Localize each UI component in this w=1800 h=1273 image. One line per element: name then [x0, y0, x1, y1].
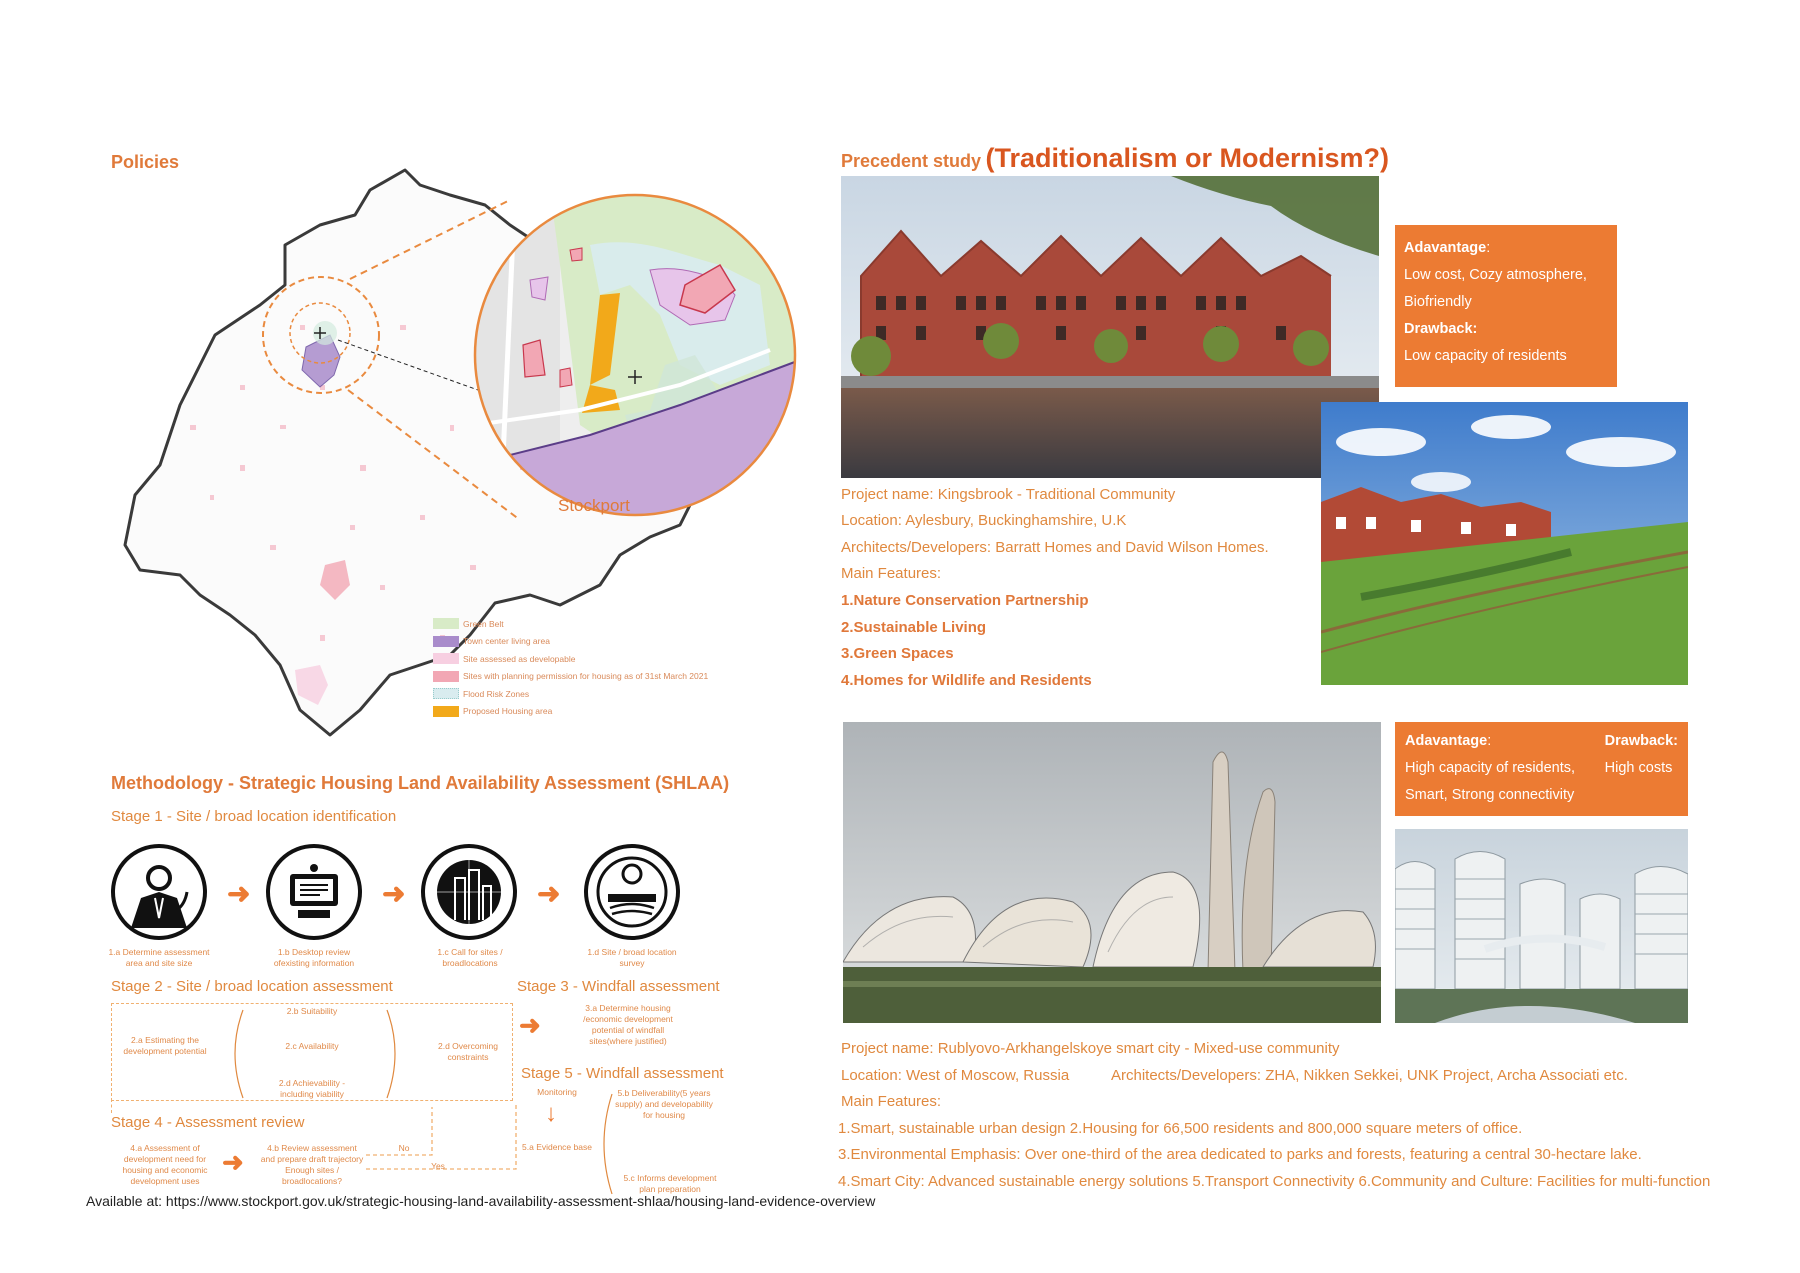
stage2-item-c: 2.c Availability [285, 1041, 339, 1051]
stage5-informs: 5.c Informs development plan preparation [623, 1173, 717, 1194]
rublyovo-skyline-photo [843, 722, 1381, 1023]
rublyovo-name: Project name: Rublyovo-Arkhangelskoye smart city - Mixed-use community [841, 1040, 1340, 1057]
stage2-item-e: 2.d Overcoming constraints [438, 1041, 498, 1062]
legend-swatch [433, 618, 459, 629]
rublyovo-adv-text-1: High capacity of residents, [1405, 760, 1576, 776]
legend-swatch [433, 653, 459, 664]
stage5-deliverability: 5.b Deliverability(5 years supply) and developability for housing [615, 1088, 713, 1120]
stage5-monitoring: Monitoring [537, 1087, 577, 1097]
arrow-right-icon: ➜ [519, 1010, 541, 1040]
arrow-right-icon: ➜ [537, 878, 561, 909]
kingsbrook-houses-photo [1321, 402, 1688, 685]
policies-title: Policies [111, 152, 180, 172]
stage2-item-a: 2.a Estimating the development potential [123, 1035, 207, 1056]
precedent-title-small: Precedent study [841, 151, 982, 171]
stage1-heading: Stage 1 - Site / broad location identification [111, 808, 397, 825]
stage3-item: 3.a Determine housing /economic development potential of windfall sites(where justified) [583, 1003, 673, 1046]
methodology-title: Methodology - Strategic Housing Land Availability Assessment (SHLAA) [111, 773, 730, 793]
determine-area-icon [111, 844, 207, 940]
kingsbrook-draw-label: Drawback: [1404, 321, 1478, 337]
legend-item: Town center living area [433, 633, 753, 651]
arrow-right-icon: ➜ [222, 1147, 244, 1177]
rublyovo-feature: 1.Smart, sustainable urban design 2.Housing for 66,500 residents and 800,000 square meters of office. [838, 1120, 1523, 1137]
stage3-heading: Stage 3 - Windfall assessment [517, 978, 720, 995]
desktop-review-icon [266, 844, 362, 940]
stage5-heading: Stage 5 - Windfall assessment [521, 1065, 724, 1082]
rublyovo-feature: 4.Smart City: Advanced sustainable energy solutions 5.Transport Connectivity 6.Community and Culture: Facilities for multi-function [838, 1173, 1711, 1190]
stage2-item-b: 2.b Suitability [286, 1006, 338, 1016]
legend-item: Site assessed as developable [433, 650, 753, 668]
kingsbrook-adv-text: Low cost, Cozy atmosphere, Biofriendly [1404, 267, 1587, 310]
arrow-right-icon: ➜ [382, 878, 406, 909]
legend-swatch [433, 688, 459, 699]
arrow-down-icon: ↓ [545, 1100, 557, 1127]
rublyovo-adv-text-2: Smart, Strong connectivity [1405, 787, 1575, 803]
rublyovo-adv-label: Adavantage [1405, 733, 1488, 749]
stage4-no: No [398, 1143, 410, 1153]
stage1-item-c: 1.c Call for sites / broadlocations [437, 947, 503, 968]
map-legend [433, 615, 753, 720]
stage1-item-a: 1.a Determine assessment area and site size [108, 947, 210, 968]
stage5-evidence: 5.a Evidence base [522, 1142, 592, 1152]
stage2-heading: Stage 2 - Site / broad location assessment [111, 978, 393, 995]
rublyovo-pros-cons-box: Adavantage: High capacity of residents, Smart, Strong connectivity Drawback: High costs [1395, 722, 1688, 816]
stage4-heading: Stage 4 - Assessment review [111, 1114, 305, 1131]
rublyovo-features-label: Main Features: [841, 1093, 942, 1110]
precedent-title-large: (Traditionalism or Modernism?) [985, 143, 1390, 173]
call-for-sites-icon [421, 844, 517, 940]
rublyovo-feature: 3.Environmental Emphasis: Over one-third of the area dedicated to parks and forests, featuring a central 30-hectare lake. [838, 1146, 1642, 1163]
legend-swatch [433, 706, 459, 717]
stage4-yes: Yes [431, 1161, 445, 1171]
kingsbrook-feature: 3.Green Spaces [841, 645, 954, 662]
stage4-item-b: 4.b Review assessment and prepare draft trajectory Enough sites / broadlocations? [260, 1143, 364, 1186]
stage1-item-b: 1.b Desktop review ofexisting information [273, 947, 355, 968]
kingsbrook-draw-text: Low capacity of residents [1404, 348, 1567, 364]
legend-item: Flood Risk Zones [433, 685, 753, 703]
legend-item: Proposed Housing area [433, 703, 753, 721]
site-survey-icon [584, 844, 680, 940]
kingsbrook-feature: 1.Nature Conservation Partnership [841, 592, 1089, 609]
kingsbrook-riverside-photo [841, 176, 1379, 478]
kingsbrook-name: Project name: Kingsbrook - Traditional Community [841, 486, 1176, 503]
stage4-item-a: 4.a Assessment of development need for housing and economic development uses [122, 1143, 208, 1186]
kingsbrook-architects: Architects/Developers: Barratt Homes and David Wilson Homes. [841, 539, 1269, 556]
rublyovo-draw-label: Drawback: [1604, 733, 1678, 749]
source-link[interactable]: Available at: https://www.stockport.gov.uk/strategic-housing-land-availability-assessment-shlaa/housing-land-evidence-overview [86, 1193, 876, 1209]
kingsbrook-feature: 2.Sustainable Living [841, 619, 987, 636]
stage2-item-d: 2.d Achievability - including viability [278, 1078, 346, 1099]
kingsbrook-pros-cons-box: Adavantage: Low cost, Cozy atmosphere, Biofriendly Drawback: Low capacity of residents [1395, 225, 1617, 387]
legend-item: Sites with planning permission for housing as of 31st March 2021 [433, 668, 753, 686]
precedent-title [841, 143, 1389, 174]
rublyovo-draw-text: High costs [1604, 760, 1673, 776]
rublyovo-location: Location: West of Moscow, Russia [841, 1067, 1070, 1084]
legend-swatch [433, 671, 459, 682]
map-label-stockport: Stockport [558, 496, 630, 515]
rublyovo-street-photo [1395, 829, 1688, 1023]
stage4-connector [111, 1099, 112, 1113]
kingsbrook-location: Location: Aylesbury, Buckinghamshire, U.K [841, 512, 1127, 529]
legend-swatch [433, 636, 459, 647]
kingsbrook-adv-label: Adavantage [1404, 240, 1487, 256]
stage1-item-d: 1.d Site / broad location survey [587, 947, 677, 968]
arrow-right-icon: ➜ [227, 878, 251, 909]
kingsbrook-feature: 4.Homes for Wildlife and Residents [841, 672, 1092, 689]
rublyovo-architects: Architects/Developers: ZHA, Nikken Sekkei, UNK Project, Archa Associati etc. [1111, 1067, 1628, 1084]
legend-item: Green Belt [433, 615, 753, 633]
kingsbrook-features-label: Main Features: [841, 565, 942, 582]
